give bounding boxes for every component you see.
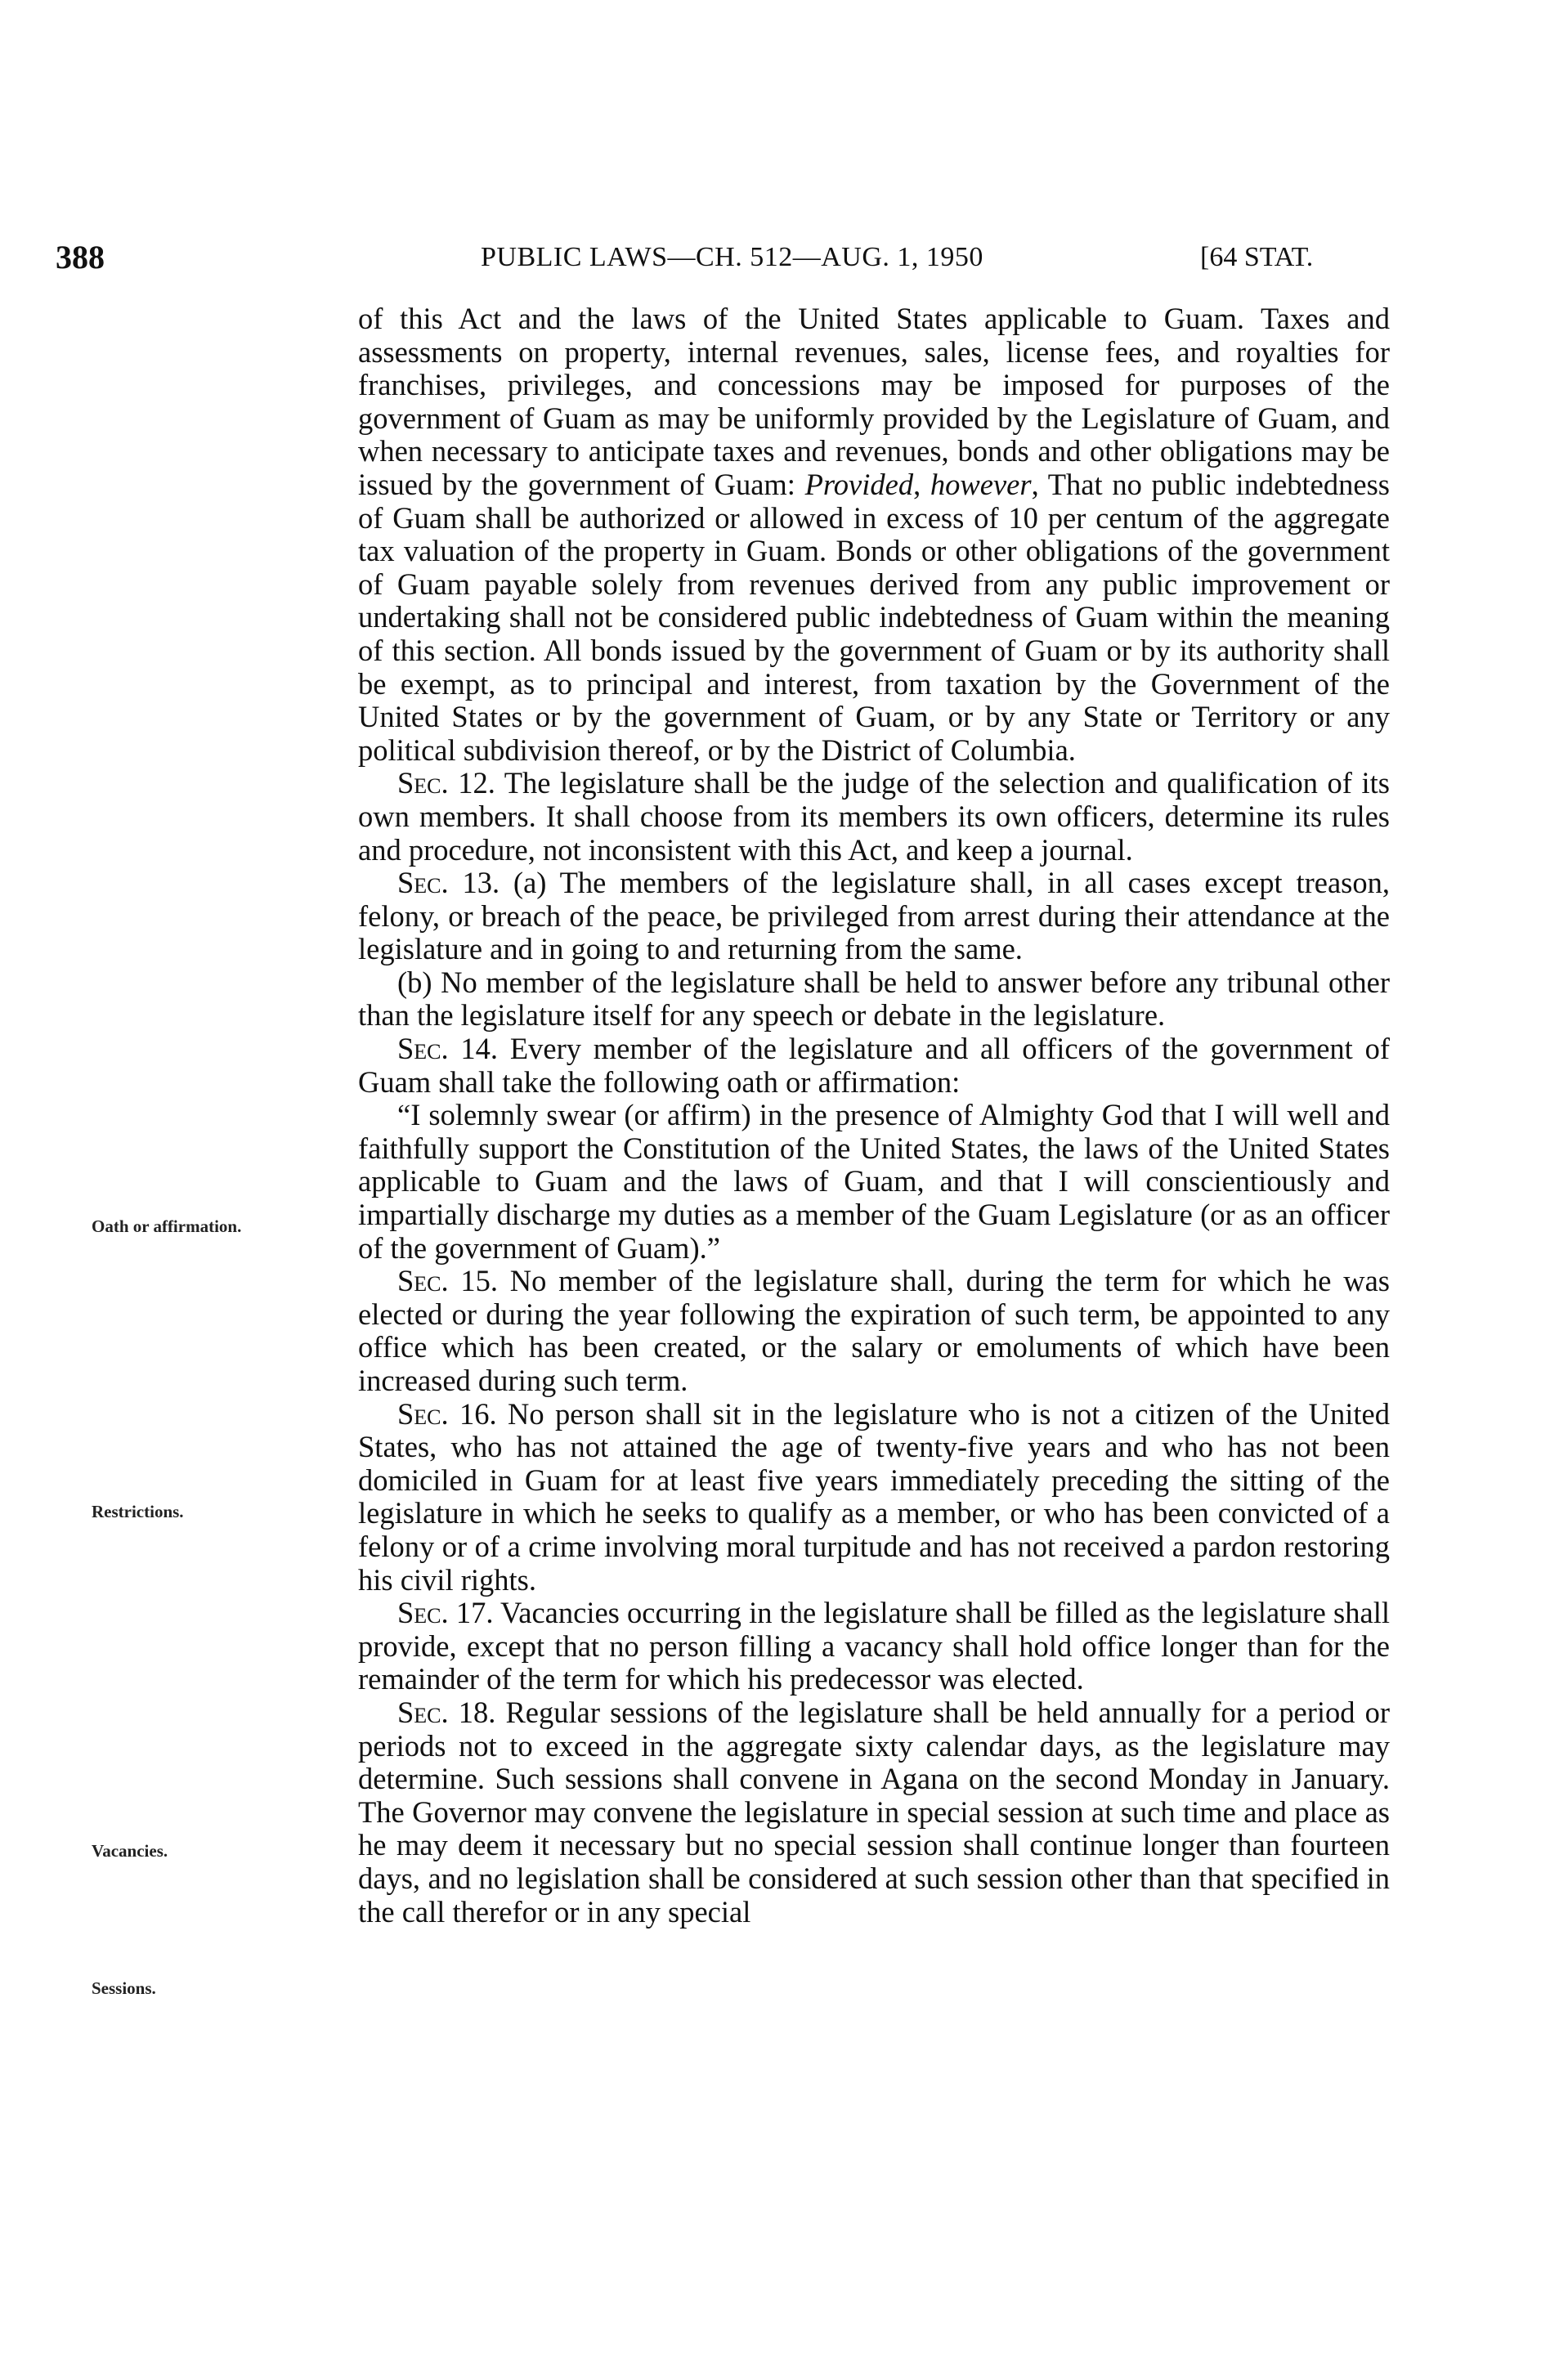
section-15: Sec. 15. No member of the legislature shall, during the term for which he was elected or during the year following the expiration of such term, be appointed to any office which has been created, or the salary or emoluments of which have been increased during such term. [358, 1264, 1390, 1397]
section-14: Sec. 14. Every member of the legislature and all officers of the government of Guam shall take the following oath or affirmation: [358, 1032, 1390, 1099]
proviso-however: however [930, 467, 1032, 501]
section-label: Sec. 16. [397, 1396, 497, 1431]
section-17: Sec. 17. Vacancies occurring in the legislature shall be filled as the legislature shall provide, except that no person filling a vacancy shall hold office longer than for the remainder of the term for which his predecessor was elected. [358, 1596, 1390, 1696]
oath-text: “I solemnly swear (or affirm) in the presence of Almighty God that I will well and faithfully support the Constitution of the United States, the laws of the United States applicable to Guam and the laws of Guam, and that I will conscientiously and impartially discharge my duties as a member of the Guam Legislature (or as an officer of the government of Guam).” [358, 1098, 1390, 1265]
proviso-provided: Provided [804, 467, 914, 501]
section-16: Sec. 16. No person shall sit in the legislature who is not a citizen of the United States, who has not attained the age of twenty-five years and who has not been domiciled in Guam for at least five years immediately preceding the sitting of the legislature in which he seeks to qualify as a member, or who has been convicted of a felony or of a crime involving moral turpitude and has not received a pardon restoring his civil rights. [358, 1396, 1390, 1597]
section-label: Sec. 12. [397, 766, 495, 800]
page-number: 388 [56, 239, 105, 276]
section-label: Sec. 18. [397, 1695, 496, 1729]
statute-body [358, 302, 1390, 1929]
margin-note-sessions: Sessions. [92, 1978, 156, 1998]
running-head [56, 233, 1404, 282]
section-label: Sec. 17. [397, 1596, 494, 1630]
margin-note-vacancies: Vacancies. [92, 1841, 168, 1861]
margin-note-oath: Oath or affirmation. [92, 1216, 242, 1236]
section-13a: Sec. 13. (a) The members of the legislature shall, in all cases except treason, felony, or breach of the peace, be privileged from arrest during their attendance at the legislature and in going to and returning from the same. [358, 866, 1390, 966]
section-13b: (b) No member of the legislature shall be held to answer before any tribunal other than the legislature itself for any speech or debate in the legislature. [358, 965, 1390, 1033]
paragraph-taxation: of this Act and the laws of the United States applicable to Guam. Taxes and assessments on property, internal revenues, sales, license fees, and royalties for franchises, privileges, and concessions may be imposed for purposes of the government of Guam as may be uniformly provided by the Legislature of Guam, and when necessary to anticipate taxes and revenues, bonds and other obligations may be issued by the government of Guam: Provided, however, That no public indebtedness of Guam shall be authorized or allowed in excess of 10 per centum of the aggregate tax valuation of the property in Guam. Bonds or other obligations of the government of Guam payable solely from revenues derived from any public improvement or undertaking shall not be considered public indebtedness of Guam within the meaning of this section. All bonds issued by the government of Guam or by its authority shall be exempt, as to principal and interest, from taxation by the Government of the United States or by the government of Guam, or by any State or Territory or any political subdivision thereof, or by the District of Columbia. [358, 302, 1390, 767]
section-label: Sec. 13. [397, 866, 500, 900]
margin-note-restrictions: Restrictions. [92, 1502, 184, 1521]
section-12: Sec. 12. The legislature shall be the judge of the selection and qualification of its own members. It shall choose from its members its own officers, determine its rules and procedure, not inconsistent with this Act, and keep a journal. [358, 766, 1390, 867]
section-label: Sec. 15. [397, 1264, 499, 1298]
section-label: Sec. 14. [397, 1032, 499, 1066]
volume-reference: [64 STAT. [1200, 242, 1314, 272]
section-18: Sec. 18. Regular sessions of the legislature shall be held annually for a period or periods not to exceed in the aggregate sixty calendar days, as the legislature may determine. Such sessions shall convene in Agana on the second Monday in January. The Governor may convene the legislature in special session at such time and place as he may deem it necessary but no special session shall continue longer than fourteen days, and no legislation shall be considered at such session other than that specified in the call therefor or in any special [358, 1695, 1390, 1929]
running-head-title: PUBLIC LAWS—CH. 512—AUG. 1, 1950 [481, 242, 983, 272]
